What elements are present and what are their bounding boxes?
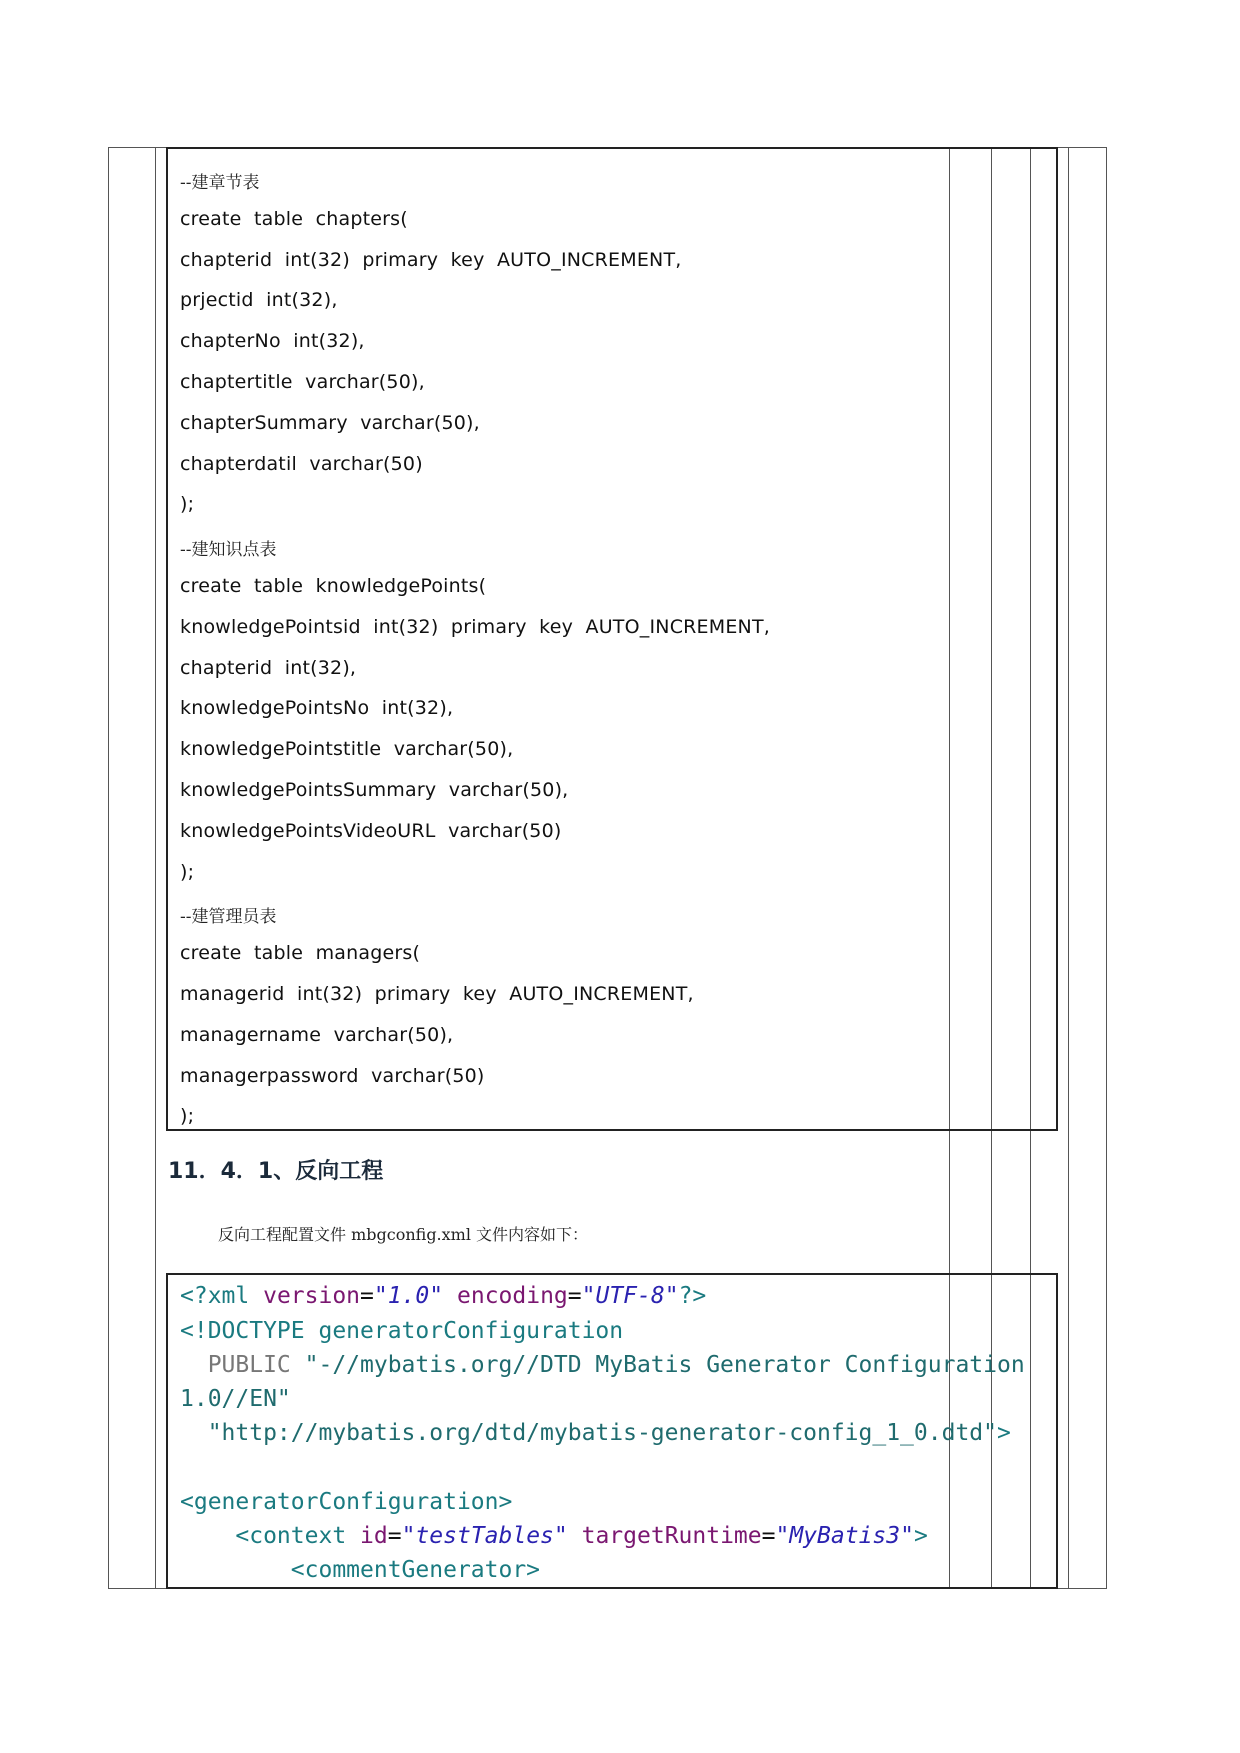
sql-code-line: chaptertitle varchar(50), <box>180 371 425 393</box>
sql-code-line: ); <box>180 860 195 883</box>
sql-code-line: knowledgePointsNo int(32), <box>180 697 454 720</box>
xml-declaration-line: <?xml version="1.0" encoding="UTF-8"?> <box>180 1283 707 1309</box>
sql-code-line: create table knowledgePoints( <box>180 575 487 597</box>
outer-table-left-border <box>108 147 109 1589</box>
sql-code-line: managerid int(32) primary key AUTO_INCREMENT, <box>180 983 694 1005</box>
sql-comment-line: --建章节表 <box>180 173 260 193</box>
sql-code-line: chapterNo int(32), <box>180 330 365 353</box>
xml-public-cont-line: 1.0//EN" <box>180 1386 291 1412</box>
sql-code-line: chapterdatil varchar(50) <box>180 452 423 475</box>
xml-doctype-line: <!DOCTYPE generatorConfiguration <box>180 1318 624 1344</box>
outer-table-divider <box>155 147 156 1589</box>
sql-code-line: prjectid int(32), <box>180 289 338 312</box>
section-heading: 11．4．1、反向工程 <box>168 1159 384 1184</box>
sql-code-line: knowledgePointsid int(32) primary key AUTO_INCREMENT, <box>180 615 771 638</box>
section-paragraph: 反向工程配置文件 mbgconfig.xml 文件内容如下： <box>218 1225 589 1244</box>
xml-dtd-url-line: "http://mybatis.org/dtd/mybatis-generator-config_1_0.dtd"> <box>180 1420 1011 1446</box>
outer-table-right-border <box>1106 147 1107 1589</box>
sql-code-line: ); <box>180 493 195 516</box>
sql-comment-line: --建知识点表 <box>180 540 277 561</box>
sql-code-line: knowledgePointsVideoURL varchar(50) <box>180 819 562 842</box>
sql-code-line: chapterid int(32) primary key AUTO_INCREMENT, <box>180 248 682 271</box>
sql-code-line: create table managers( <box>180 942 421 965</box>
xml-generator-config-line: <generatorConfiguration> <box>180 1489 513 1515</box>
sql-code-line: knowledgePointsSummary varchar(50), <box>180 779 569 801</box>
sql-code-line: managername varchar(50), <box>180 1023 454 1046</box>
xml-public-line: PUBLIC "-//mybatis.org//DTD MyBatis Generator Configuration <box>180 1352 1025 1378</box>
xml-comment-generator-line: <commentGenerator> <box>180 1557 541 1583</box>
sql-code-line: ); <box>180 1105 195 1128</box>
outer-table-divider <box>1068 147 1069 1589</box>
xml-context-line: <context id="testTables" targetRuntime="MyBatis3"> <box>180 1523 928 1549</box>
sql-code-line: chapterSummary varchar(50), <box>180 411 480 434</box>
sql-code-line: managerpassword varchar(50) <box>180 1064 485 1087</box>
sql-code-line: create table chapters( <box>180 207 408 230</box>
sql-comment-line: --建管理员表 <box>180 907 277 928</box>
sql-code-line: knowledgePointstitle varchar(50), <box>180 738 514 761</box>
sql-code-line: chapterid int(32), <box>180 656 357 679</box>
